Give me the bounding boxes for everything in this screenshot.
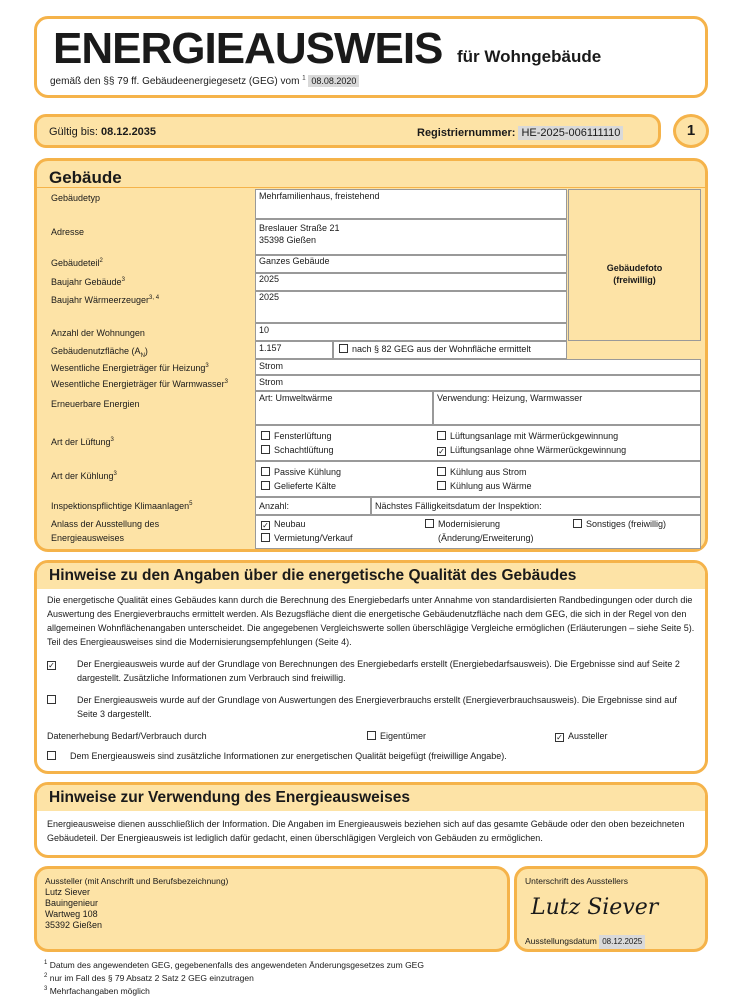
footnote-3: $^3$ Mehrfachangaben möglich bbox=[44, 986, 150, 996]
header-box bbox=[34, 16, 708, 98]
datenerhebung-label: Datenerhebung Bedarf/Verbrauch durch bbox=[47, 731, 207, 741]
checkbox-82-geg[interactable] bbox=[339, 344, 348, 353]
checkbox-aussteller[interactable]: ✓ bbox=[556, 733, 563, 742]
signature-box: Unterschrift des Ausstellers Lutz Siever Ausstellungsdatum 08.12.2025 bbox=[514, 866, 708, 952]
footnote-2: $^2$ nur im Fall des § 79 Absatz 2 Satz 2 GEG einzutragen bbox=[44, 973, 254, 983]
checkbox-passive-kuehlung[interactable] bbox=[261, 467, 270, 476]
hinweise-usage-text: Energieausweise dienen ausschließlich der Information. Die Angaben im Energieausweis beziehen sich auf das gesamte Gebäude oder den oben bezeichneten Gebäudeteil. Der Energieausweis ist lediglich dafür gedacht, einen überschlägigen Vergleich von Gebäuden zu ermöglichen. bbox=[47, 819, 685, 843]
page-number-badge: 1 bbox=[673, 114, 709, 148]
document-title: ENERGIEAUSWEIS bbox=[53, 24, 443, 73]
hinweise-usage-section bbox=[34, 782, 708, 858]
checkbox-fensterlueftung[interactable] bbox=[261, 431, 270, 440]
geg-date: 08.08.2020 bbox=[308, 75, 359, 87]
geg-line: gemäß den §§ 79 ff. Gebäudeenergiegesetz (GEG) vom $^1$ 08.08.2020 bbox=[50, 75, 359, 87]
hinweise-usage-title: Hinweise zur Verwendung des Energieausweises bbox=[49, 789, 410, 806]
valid-until-date: 08.12.2035 bbox=[100, 126, 157, 138]
checkbox-sonstiges[interactable] bbox=[573, 519, 582, 528]
checkbox-vermietung[interactable] bbox=[261, 533, 270, 542]
issuer-label: Aussteller (mit Anschrift und Berufsbezeichnung) bbox=[45, 876, 229, 886]
issue-date: 08.12.2025 bbox=[599, 935, 645, 949]
handwritten-signature: Lutz Siever bbox=[531, 895, 659, 920]
building-title: Gebäude bbox=[49, 168, 122, 187]
checkbox-verbrauchsausweis[interactable] bbox=[47, 695, 56, 704]
verbrauchsausweis-text: Der Energieausweis wurde auf der Grundlage von Auswertungen des Energieverbrauchs erstellt (Energieverbrauchsausweis). Die Ergebnisse sind auf Seite 3 dargestellt. bbox=[77, 695, 677, 719]
checkbox-eigentuemer[interactable] bbox=[367, 731, 376, 740]
hinweise-quality-text: Die energetische Qualität eines Gebäudes kann durch die Berechnung des Energiebedarfs unter Annahme von standardisierten Randbedingungen oder durch die Auswertung des Energieverbrauchs ermittelt werden. Als Bezugsfläche dient die energetische Gebäudenutzfläche nach dem GEG, die sich in der Regel von den allgemeinen Wohnflächenangaben unterscheidet. Die angegebenen Vergleichswerte sollen überschlägige Vergleiche ermöglichen (Erläuterungen – siehe Seite 5). Teil des Energieausweises sind die Modernisierungsempfehlungen (Seite 4). bbox=[47, 595, 695, 647]
document-subtitle: für Wohngebäude bbox=[457, 47, 602, 66]
issuer-box bbox=[34, 866, 510, 952]
checkbox-zusatzinfo[interactable] bbox=[47, 751, 56, 760]
signature-label: Unterschrift des Ausstellers bbox=[525, 876, 628, 886]
checkbox-neubau[interactable]: ✓ bbox=[262, 521, 269, 530]
checkbox-lueftung-mit-wrg[interactable] bbox=[437, 431, 446, 440]
hinweise-quality-title: Hinweise zu den Angaben über die energetische Qualität des Gebäudes bbox=[49, 567, 577, 584]
building-photo-placeholder: Gebäudefoto (freiwillig) bbox=[568, 189, 701, 341]
checkbox-gelieferte-kaelte[interactable] bbox=[261, 481, 270, 490]
checkbox-kuehlung-waerme[interactable] bbox=[437, 481, 446, 490]
building-section: Gebäude Gebäudefoto (freiwillig) Gebäudetyp Mehrfamilienhaus, freistehend Adresse Breslauer Straße 21 35398 Gießen Gebäudeteil$^2$ Ganzes Gebäude Baujahr Gebäude$^3$ 2025 Baujahr Wärmeerzeuger$^{3, 4}$ 2025 Anzahl der Wohnungen 10 Gebäudenutzfläche $(A_N)$ 1.157 nach § 82 GEG aus der Wohnfläche ermittelt Wesentliche Energieträger für Heizung$^3$ Strom Wesentliche Energieträger für Warmwasser$^3$ Strom Erneuerbare Energien Art: Umweltwärme Verwendung: Heizung, Warmwasser Art der Lüftung$^3$ Fensterlüftung Schachtlüftung Lüftungsanlage mit Wärmerückgewinnung ✓ Lüftungsanlage ohne Wärmerückgewinnung Art der Kühlung$^3$ Passive Kühlung Gelieferte Kälte Kühlung aus Strom Kühlung aus Wärme Inspektionspflichtige Klimaanlagen$^5$ Anzahl: Nächstes Fälligkeitsdatum der Inspektion: Anlass der Ausstellung des Energieausweises ✓ Neubau Vermietung/Verkauf Modernisierung (Änderung/Erweiterung) Sonstiges (freiwillig) bbox=[34, 158, 708, 552]
checkbox-modernisierung[interactable] bbox=[425, 519, 434, 528]
checkbox-bedarfsausweis[interactable]: ✓ bbox=[48, 661, 55, 670]
issuer-details: Lutz Siever Bauingenieur Wartweg 108 35392 Gießen bbox=[45, 887, 103, 930]
footnote-1: $^1$ Datum des angewendeten GEG, gegebenenfalls des angewendeten Änderungsgesetzes zum GEG bbox=[44, 960, 424, 970]
registration-number: HE-2025-006111110 bbox=[518, 126, 623, 140]
hinweise-quality-section: Hinweise zu den Angaben über die energetische Qualität des Gebäudes Die energetische Qualität eines Gebäudes kann durch die Berechnung des Energiebedarfs unter Annahme von standardisierten Randbedingungen oder durch die Auswertung des Energieverbrauchs ermittelt werden. Als Bezugsfläche dient die energetische Gebäudenutzfläche nach dem GEG, die sich in der Regel von den allgemeinen Wohnflächenangaben unterscheidet. Die angegebenen Vergleichswerte sollen überschlägige Vergleiche ermöglichen (Erläuterungen – siehe Seite 5). Teil des Energieausweises sind die Modernisierungsempfehlungen (Seite 4). ✓ Der Energieausweis wurde auf der Grundlage von Berechnungen des Energiebedarfs erstellt (Energiebedarfsausweis). Die Ergebnisse sind auf Seite 2 dargestellt. Zusätzliche Informationen zum Verbrauch sind freiwillig. Der Energieausweis wurde auf der Grundlage von Auswertungen des Energieverbrauchs erstellt (Energieverbrauchsausweis). Die Ergebnisse sind auf Seite 3 dargestellt. Datenerhebung Bedarf/Verbrauch durch Eigentümer ✓ Aussteller Dem Energieausweis sind zusätzliche Informationen zur energetischen Qualität beigefügt (freiwillige Angabe). bbox=[34, 560, 708, 774]
checkbox-schachtlueftung[interactable] bbox=[261, 445, 270, 454]
checkbox-lueftung-ohne-wrg[interactable]: ✓ bbox=[438, 447, 445, 456]
validity-bar: Gültig bis: 08.12.2035 Registriernummer: HE-2025-006111110 bbox=[34, 114, 661, 148]
checkbox-kuehlung-strom[interactable] bbox=[437, 467, 446, 476]
bedarfsausweis-text: Der Energieausweis wurde auf der Grundlage von Berechnungen des Energiebedarfs erstellt (Energiebedarfsausweis). Die Ergebnisse sind auf Seite 2 dargestellt. Zusätzliche Informationen zum Verbrauch sind freiwillig. bbox=[77, 659, 680, 683]
